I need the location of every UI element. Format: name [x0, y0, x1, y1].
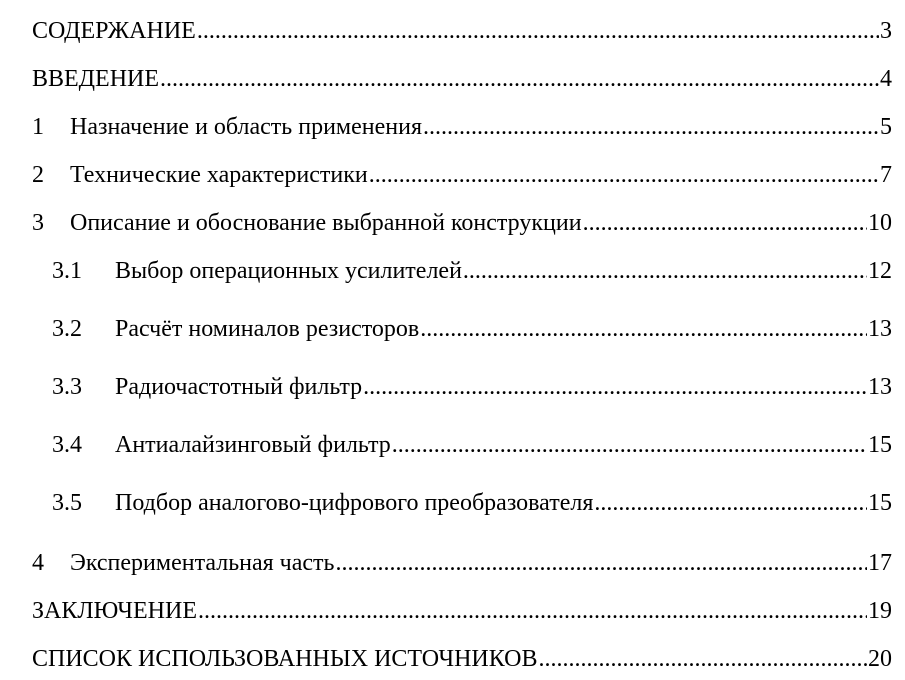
- toc-entry-number: 2: [32, 162, 44, 188]
- toc-entry-number: 3.1: [52, 258, 82, 284]
- toc-entry-section-3-3[interactable]: [52, 372, 892, 402]
- toc-entry-title: Экспериментальная часть: [70, 550, 335, 576]
- toc-entry-title: СОДЕРЖАНИЕ: [32, 18, 196, 44]
- toc-entry-references[interactable]: [32, 644, 892, 674]
- toc-entry-page: 5: [880, 114, 892, 140]
- toc-entry-page: 7: [880, 162, 892, 188]
- toc-entry-section-3-2[interactable]: [52, 314, 892, 344]
- toc-entry-section-3[interactable]: [32, 208, 892, 238]
- toc-entry-introduction[interactable]: [32, 64, 892, 94]
- toc-entry-title: ВВЕДЕНИЕ: [32, 66, 160, 92]
- toc-dot-leader: [198, 596, 867, 626]
- toc-entry-title: Выбор операционных усилителей: [115, 258, 462, 284]
- toc-entry-conclusion[interactable]: [32, 596, 892, 626]
- toc-entry-number: 4: [32, 550, 44, 576]
- toc-entry-page: 13: [868, 316, 892, 342]
- toc-dot-leader: [423, 112, 879, 142]
- toc-dot-leader: [420, 314, 867, 344]
- toc-entry-title: Подбор аналогово-цифрового преобразователя: [115, 490, 594, 516]
- toc-entry-number: 3.3: [52, 374, 82, 400]
- toc-dot-leader: [197, 16, 879, 46]
- toc-entry-page: 17: [868, 550, 892, 576]
- toc-dot-leader: [583, 208, 867, 238]
- toc-entry-section-4[interactable]: [32, 548, 892, 578]
- toc-dot-leader: [336, 548, 868, 578]
- toc-dot-leader: [369, 160, 879, 190]
- toc-entry-title: ЗАКЛЮЧЕНИЕ: [32, 598, 197, 624]
- toc-entry-section-2[interactable]: [32, 160, 892, 190]
- toc-entry-number: 3.2: [52, 316, 82, 342]
- toc-dot-leader: [539, 644, 867, 674]
- toc-dot-leader: [363, 372, 867, 402]
- toc-entry-title: Радиочастотный фильтр: [115, 374, 363, 400]
- toc-entry-number: 3: [32, 210, 44, 236]
- toc-entry-section-3-1[interactable]: [52, 256, 892, 286]
- toc-entry-page: 4: [880, 66, 892, 92]
- toc-entry-page: 20: [868, 646, 892, 672]
- toc-entry-page: 15: [868, 432, 892, 458]
- toc-entry-page: 3: [880, 18, 892, 44]
- toc-entry-page: 12: [868, 258, 892, 284]
- toc-entry-page: 10: [868, 210, 892, 236]
- toc-entry-page: 19: [868, 598, 892, 624]
- toc-entry-number: 1: [32, 114, 44, 140]
- toc-entry-number: 3.5: [52, 490, 82, 516]
- toc-entry-section-1[interactable]: [32, 112, 892, 142]
- toc-entry-title: Технические характеристики: [70, 162, 368, 188]
- toc-dot-leader: [463, 256, 867, 286]
- toc-entry-number: 3.4: [52, 432, 82, 458]
- toc-entry-section-3-4[interactable]: [52, 430, 892, 460]
- toc-entry-title: Описание и обоснование выбранной конструкции: [70, 210, 582, 236]
- toc-entry-title: Назначение и область применения: [70, 114, 422, 140]
- toc-entry-title: Антиалайзинговый фильтр: [115, 432, 391, 458]
- toc-dot-leader: [594, 488, 867, 518]
- toc-dot-leader: [160, 64, 879, 94]
- toc-entry-title: Расчёт номиналов резисторов: [115, 316, 420, 342]
- toc-entry-title: СПИСОК ИСПОЛЬЗОВАННЫХ ИСТОЧНИКОВ: [32, 646, 538, 672]
- toc-dot-leader: [392, 430, 867, 460]
- toc-entry-section-3-5[interactable]: [52, 488, 892, 518]
- toc-entry-page: 15: [868, 490, 892, 516]
- toc-entry-page: 13: [868, 374, 892, 400]
- toc-entry-contents[interactable]: [32, 16, 892, 46]
